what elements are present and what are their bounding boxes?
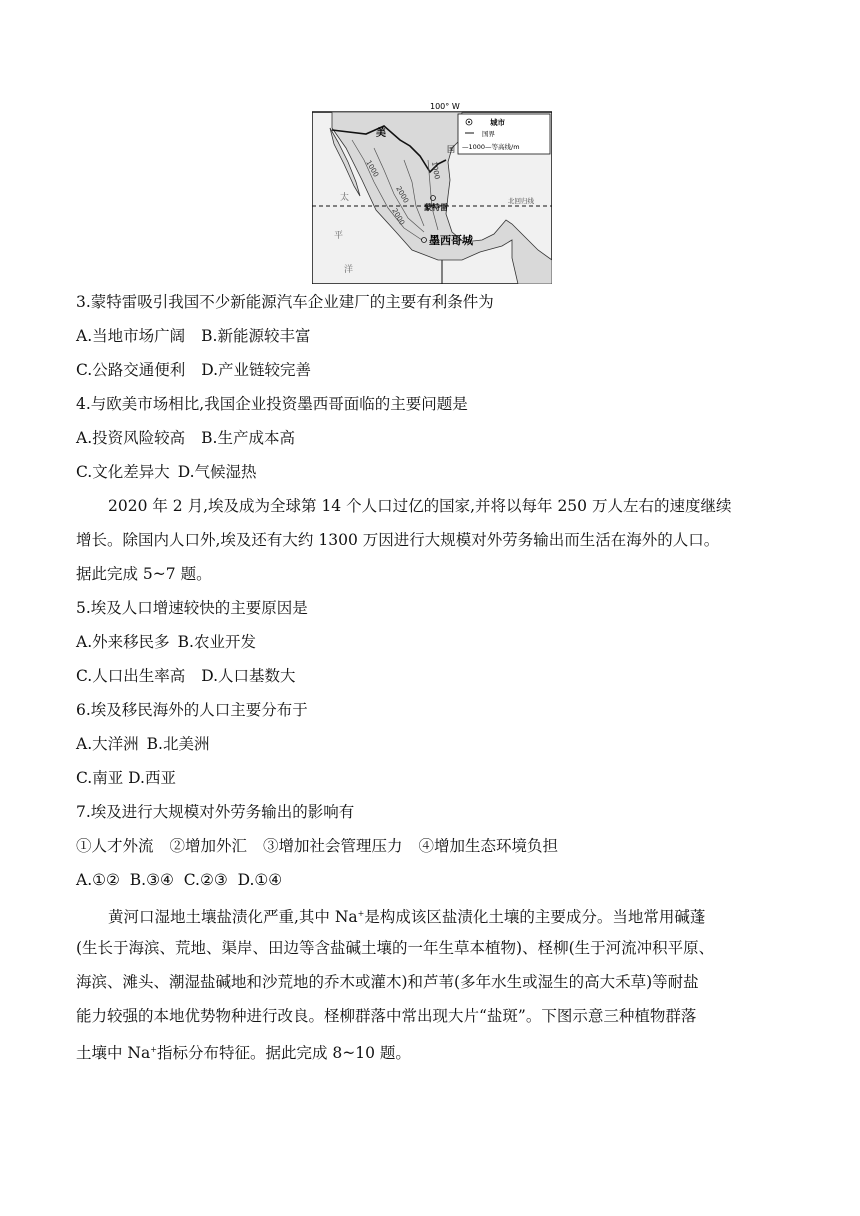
- q5-options-cd: [76, 659, 796, 693]
- q6-option-c: C.南亚: [76, 769, 124, 787]
- q3-options-cd: [76, 353, 796, 387]
- q5-option-c: C.人口出生率高: [76, 667, 186, 685]
- q7-item-2: ②增加外汇: [169, 837, 248, 855]
- legend-border: 国界: [482, 130, 495, 138]
- q5-stem: 5.埃及人口增速较快的主要原因是: [76, 599, 308, 617]
- q6-option-a: A.大洋洲: [76, 735, 139, 753]
- q5-option-a: A.外来移民多: [76, 633, 170, 651]
- passage1-line2: 增长。除国内人口外,埃及还有大约 1300 万因进行大规模对外劳务输出而生活在海外的人口。: [76, 531, 720, 549]
- q7-options: A.①② B.③④ C.②③ D.①④: [76, 871, 283, 889]
- q3-option-d: D.产业链较完善: [201, 361, 312, 379]
- q3-option-a: A.当地市场广阔: [76, 327, 186, 345]
- label-us-b: 国: [447, 145, 455, 154]
- q7-item-1: ①人才外流: [76, 837, 154, 855]
- q7-stem: 7.埃及进行大规模对外劳务输出的影响有: [76, 803, 355, 821]
- q6-stem: 6.埃及移民海外的人口主要分布于: [76, 701, 308, 719]
- q6-option-d: D.西亚: [128, 769, 176, 787]
- label-ocean-b: 平: [334, 231, 344, 241]
- passage2-line4: 能力较强的本地优势物种进行改良。柽柳群落中常出现大片“盐斑”。下图示意三种植物群落: [76, 1007, 697, 1025]
- legend-city: 城市: [490, 118, 505, 127]
- passage2-line3: 海滨、滩头、潮湿盐碱地和沙荒地的乔木或灌木)和芦苇(多年水生或湿生的高大禾草)等耐盐: [76, 973, 699, 991]
- q6-option-b: B.北美洲: [146, 735, 210, 753]
- passage2-line2: (生长于海滨、荒地、渠岸、田边等含盐碱土壤的一年生草本植物)、柽柳(生于河流冲积平原、: [76, 939, 715, 957]
- q6-options-cd: [76, 761, 796, 795]
- q5-options-ab: [76, 625, 796, 659]
- mexico-map: [312, 100, 552, 284]
- q7-items: [76, 829, 796, 863]
- label-tropic: 北回归线: [508, 197, 534, 205]
- q7-item-3: ③增加社会管理压力: [263, 837, 403, 855]
- q7-item-4: ④增加生态环境负担: [418, 837, 559, 855]
- q4-stem: 4.与欧美市场相比,我国企业投资墨西哥面临的主要问题是: [76, 395, 468, 413]
- q5-option-b: B.农业开发: [177, 633, 256, 651]
- passage2-line5: 土壤中 Na+指标分布特征。据此完成 8~10 题。: [76, 1044, 411, 1062]
- passage1-line3: 据此完成 5~7 题。: [76, 565, 212, 583]
- q4-options-ab: [76, 421, 796, 455]
- q3-option-b: B.新能源较丰富: [201, 327, 311, 345]
- label-contour-1000a: 1000: [364, 159, 381, 179]
- q4-option-d: D.气候湿热: [177, 463, 257, 481]
- question-text: [76, 285, 796, 1067]
- q6-options-ab: [76, 727, 796, 761]
- meridian-label: 100° W: [430, 102, 460, 111]
- q5-option-d: D.人口基数大: [201, 667, 296, 685]
- q3-stem: 3.蒙特雷吸引我国不少新能源汽车企业建厂的主要有利条件为: [76, 293, 494, 311]
- label-mexico-city: 墨西哥城: [429, 234, 473, 247]
- label-contour-2000a: 2000: [394, 185, 411, 205]
- label-ocean-a: 太: [340, 193, 350, 203]
- passage2-line1: 黄河口湿地土壤盐渍化严重,其中 Na+是构成该区盐渍化土壤的主要成分。当地常用碱蓬: [108, 908, 706, 926]
- legend-contour: —1000—等高线/m: [462, 143, 520, 151]
- label-monterrey: 蒙特雷: [424, 203, 448, 212]
- q4-option-b: B.生产成本高: [201, 429, 295, 447]
- label-contour-1000b: 1000: [430, 160, 442, 180]
- q3-option-c: C.公路交通便利: [76, 361, 186, 379]
- label-contour-2000b: 2000: [390, 207, 407, 227]
- q4-option-a: A.投资风险较高: [76, 429, 186, 447]
- label-us-a: 美: [376, 128, 386, 139]
- q4-options-cd: [76, 455, 796, 489]
- q3-options-ab: [76, 319, 796, 353]
- q4-option-c: C.文化差异大: [76, 463, 170, 481]
- passage1-line1: 2020 年 2 月,埃及成为全球第 14 个人口过亿的国家,并将以每年 250 万人左右的速度继续: [108, 497, 732, 515]
- label-ocean-c: 洋: [344, 265, 354, 275]
